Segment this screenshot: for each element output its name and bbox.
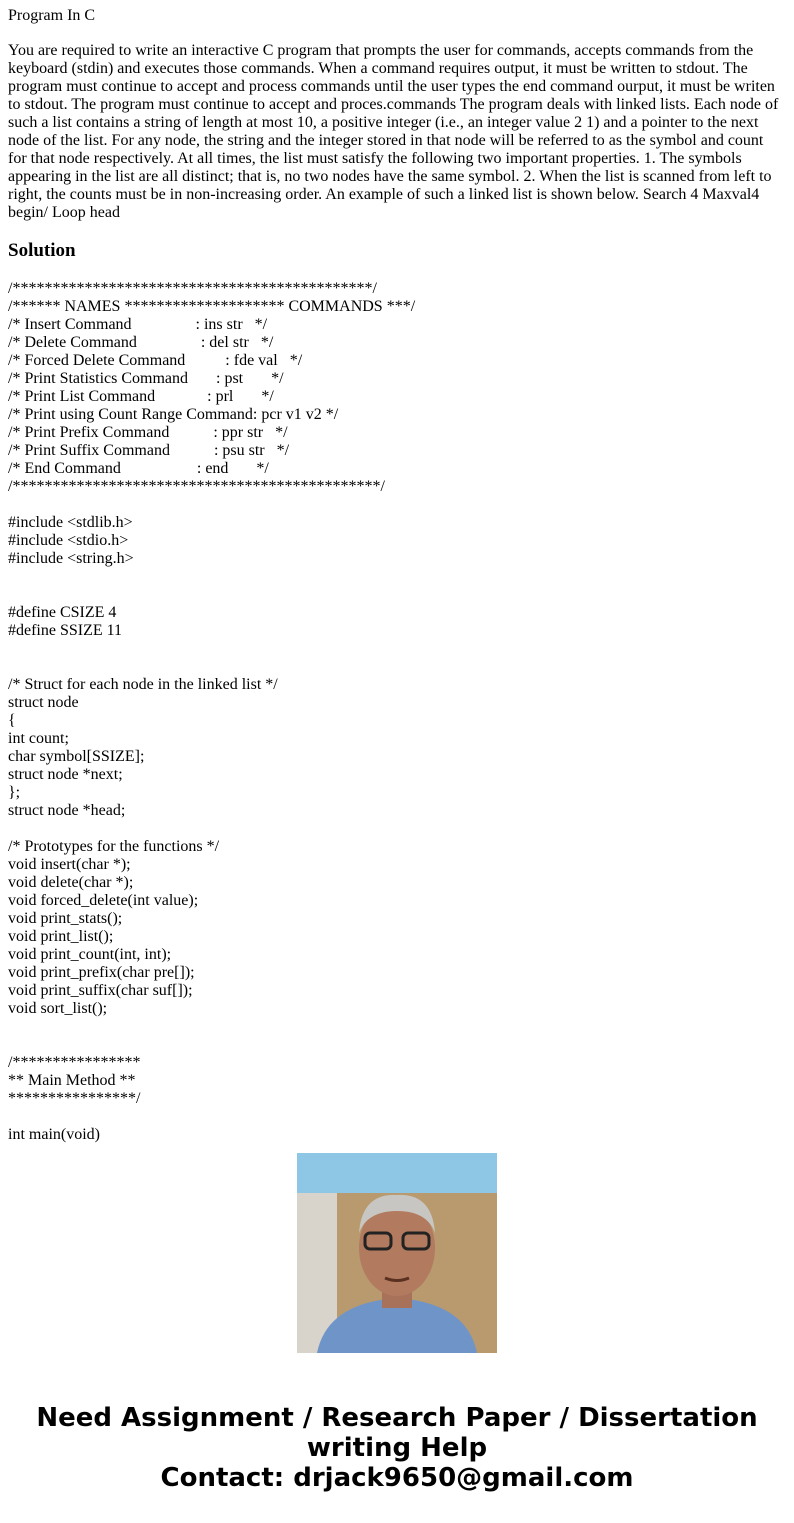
code-block xyxy=(8,280,788,1143)
code-line: /**********************************************/ xyxy=(8,478,385,495)
code-line: void sort_list(); xyxy=(8,1000,108,1017)
code-line: char symbol[SSIZE]; xyxy=(8,748,145,765)
code-line xyxy=(8,640,788,658)
code-line: ****************/ xyxy=(8,1090,141,1107)
code-line: /*********************************************/ xyxy=(8,280,377,297)
code-line: void print_list(); xyxy=(8,928,114,945)
code-line xyxy=(8,658,788,676)
code-line: { xyxy=(8,712,16,729)
code-line: /* Print Prefix Command : ppr str */ xyxy=(8,424,288,441)
code-line xyxy=(8,586,788,604)
code-line: }; xyxy=(8,784,21,801)
code-line: /* Insert Command : ins str */ xyxy=(8,316,268,333)
code-line: /* Print Suffix Command : psu str */ xyxy=(8,442,290,459)
code-line: #include <stdlib.h> xyxy=(8,514,133,531)
code-line: /* Struct for each node in the linked list */ xyxy=(8,676,278,693)
code-line: void print_count(int, int); xyxy=(8,946,172,963)
code-line: int main(void) xyxy=(8,1126,100,1143)
code-line: struct node xyxy=(8,694,79,711)
code-line: struct node *head; xyxy=(8,802,126,819)
code-line: ** Main Method ** xyxy=(8,1072,136,1089)
banner-line-1: Need Assignment / Research Paper / Dissertation xyxy=(36,1403,758,1433)
code-line: #include <string.h> xyxy=(8,550,134,567)
code-line: #include <stdio.h> xyxy=(8,532,129,549)
code-line xyxy=(8,1036,788,1054)
code-line: void delete(char *); xyxy=(8,874,134,891)
code-line: /****** NAMES ******************** COMMANDS ***/ xyxy=(8,298,416,315)
page-title: Program In C xyxy=(8,7,96,24)
banner-line-3: Contact: drjack9650@gmail.com xyxy=(160,1463,634,1493)
code-line: #define SSIZE 11 xyxy=(8,622,123,639)
code-line: struct node *next; xyxy=(8,766,123,783)
code-line: #define CSIZE 4 xyxy=(8,604,117,621)
banner-line-2: writing Help xyxy=(306,1433,488,1463)
code-line xyxy=(8,1108,788,1126)
code-line: void print_suffix(char suf[]); xyxy=(8,982,193,999)
code-line: void forced_delete(int value); xyxy=(8,892,199,909)
contact-banner xyxy=(0,1403,794,1493)
solution-heading: Solution xyxy=(8,240,76,261)
code-line: /* End Command : end */ xyxy=(8,460,269,477)
code-line: int count; xyxy=(8,730,69,747)
code-line: /* Print Statistics Command : pst */ xyxy=(8,370,284,387)
author-photo xyxy=(297,1153,497,1353)
code-line: /* Print using Count Range Command: pcr v1 v2 */ xyxy=(8,406,339,423)
code-line xyxy=(8,820,788,838)
code-line: /* Print List Command : prl */ xyxy=(8,388,274,405)
code-line: /* Prototypes for the functions */ xyxy=(8,838,220,855)
code-line: /* Delete Command : del str */ xyxy=(8,334,274,351)
code-line xyxy=(8,496,788,514)
code-line: void print_prefix(char pre[]); xyxy=(8,964,195,981)
question-text: You are required to write an interactive C program that prompts the user for commands, accepts commands from the keyboard (stdin) and executes those commands. When a command requires output, it must be written to stdout. The program must continue to accept and process commands until the user types the end command ourput, it must be writen to stdout. The program must continue to accept and proces.commands The program deals with linked lists. Each node of such a list contains a string of length at most 10, a positive integer (i.e., an integer value 2 1) and a pointer to the next node of the list. For any node, the string and the integer stored in that node will be referred to as the symbol and count for that node respectively. At all times, the list must satisfy the following two important properties. 1. The symbols appearing in the list are all distinct; that is, no two nodes have the same symbol. 2. When the list is scanned from left to right, the counts must be in non-increasing order. An example of such a linked list is shown below. Search 4 Maxval4 begin/ Loop head xyxy=(8,42,779,221)
code-line xyxy=(8,1018,788,1036)
code-line xyxy=(8,568,788,586)
code-line: void print_stats(); xyxy=(8,910,123,927)
code-line: /* Forced Delete Command : fde val */ xyxy=(8,352,303,369)
code-line: /**************** xyxy=(8,1054,141,1071)
code-line: void insert(char *); xyxy=(8,856,131,873)
